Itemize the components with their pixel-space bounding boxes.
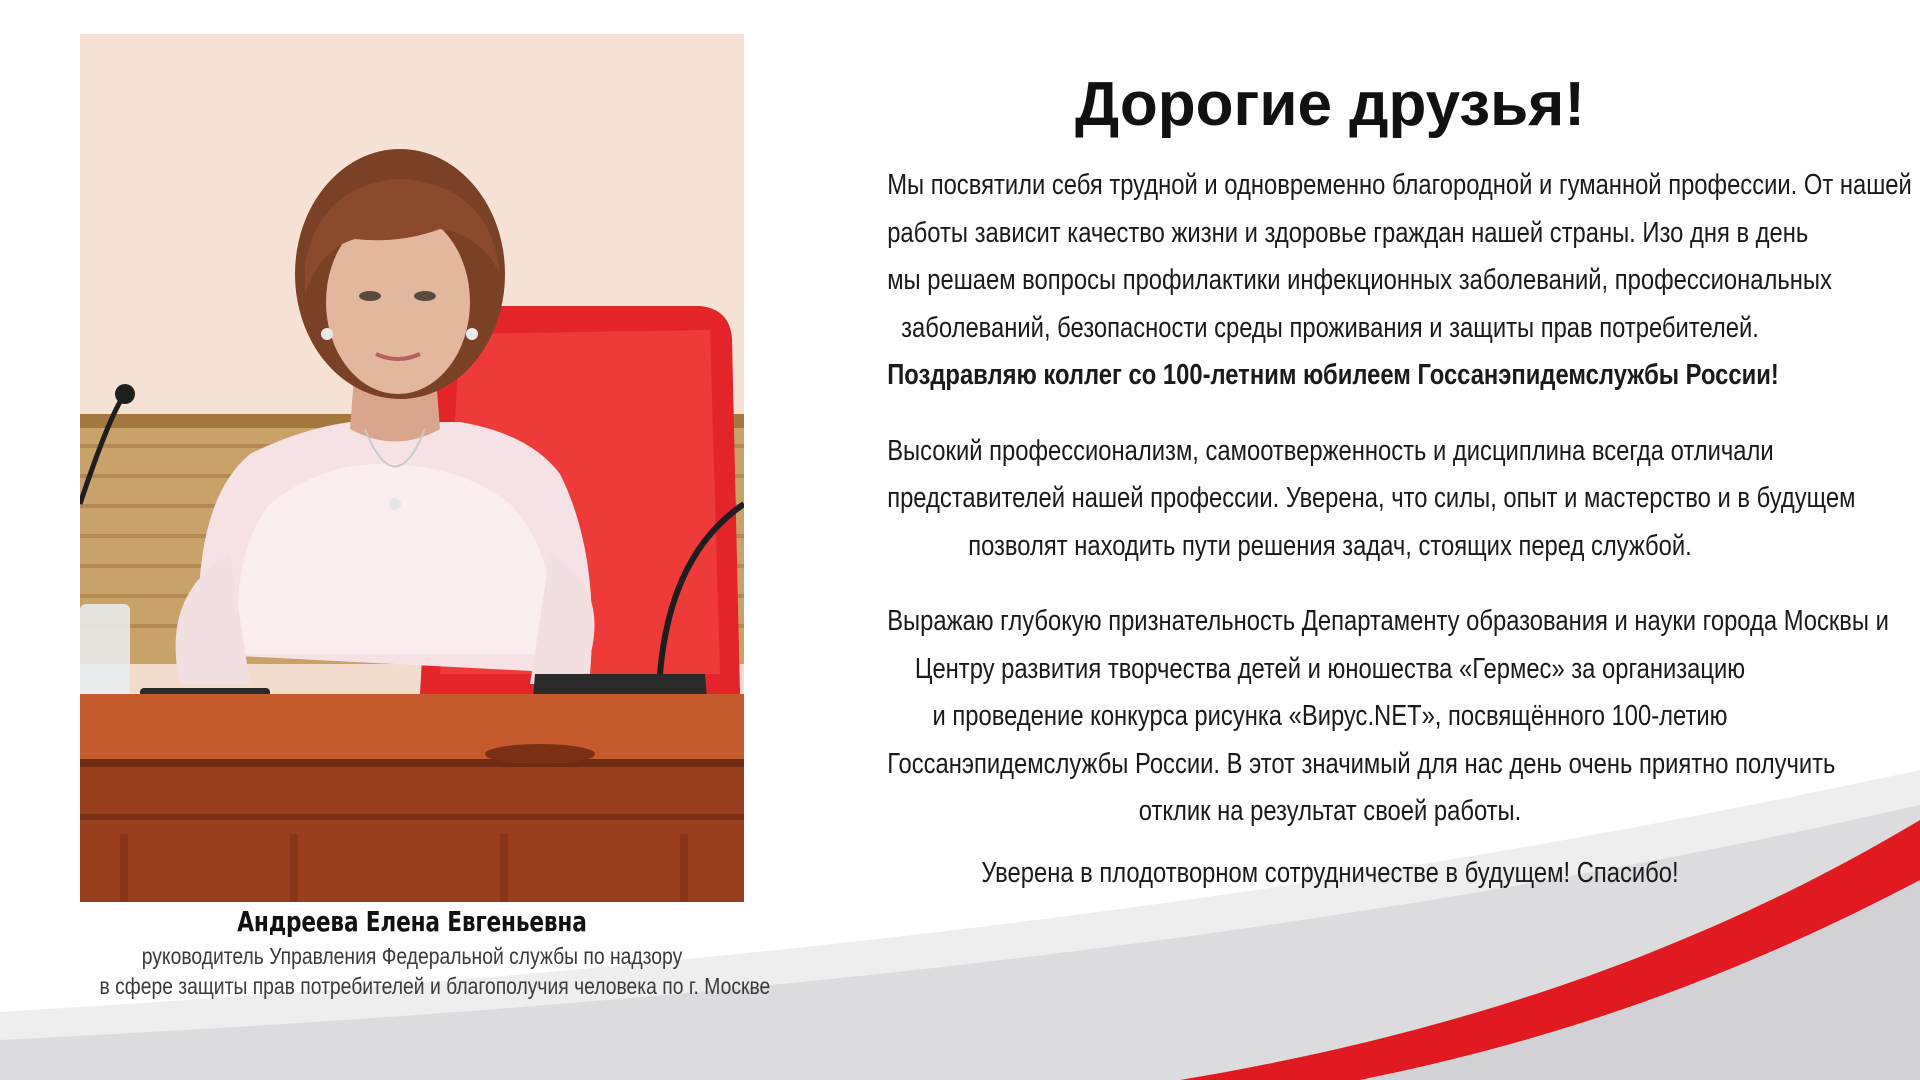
greeting-letter [790,60,1912,897]
paragraph-line: мы решаем вопросы профилактики инфекционных заболеваний, профессиональных [887,264,1832,296]
paragraph-line: Госсанэпидемслужбы России. В этот значимый для нас день очень приятно получить [887,747,1836,780]
portrait-caption [40,903,784,1001]
paragraph-line: Высокий профессионализм, самоотверженность и дисциплина всегда отличали [887,434,1774,467]
closing-line: Уверена в плодотворном сотрудничестве в будущем! Спасибо! [981,856,1679,889]
paragraph-line: позволят находить пути решения задач, стоящих перед службой. [968,529,1692,562]
position-line-1: руководитель Управления Федеральной службы по надзору [141,943,683,969]
paragraph-line: работы зависит качество жизни и здоровье граждан нашей страны. Изо дня в день [887,216,1809,249]
portrait-photo [80,34,744,902]
person-name: Андреева Елена Евгеньевна [237,905,587,938]
paragraph-line: заболеваний, безопасности среды проживания и защиты прав потребителей. [901,311,1759,344]
position-line-2: в сфере защиты прав потребителей и благополучия человека по г. Москве [99,973,771,999]
paragraph-4 [790,850,1870,898]
paragraph-line: Центру развития творчества детей и юношества «Гермес» за организацию [914,652,1746,685]
paragraph-line: и проведение конкурса рисунка «Вирус.NET», посвящённого 100-летию [932,700,1728,732]
paragraph-1 [790,162,1912,400]
paragraph-2 [790,428,1870,571]
paragraph-line: Мы посвятили себя трудной и одновременно благородной и гуманной профессии. От нашей [887,169,1912,201]
paragraph-line: представителей нашей профессии. Уверена, что силы, опыт и мастерство и в будущем [887,482,1856,514]
paragraph-line: отклик на результат своей работы. [1138,795,1522,827]
letter-title: Дорогие друзья! [1074,70,1586,139]
paragraph-3 [790,598,1889,836]
congratulation-line: Поздравляю коллег со 100-летним юбилеем Госсанэпидемслужбы России! [887,359,1779,391]
paragraph-line: Выражаю глубокую признательность Департаменту образования и науки города Москвы и [887,605,1889,637]
